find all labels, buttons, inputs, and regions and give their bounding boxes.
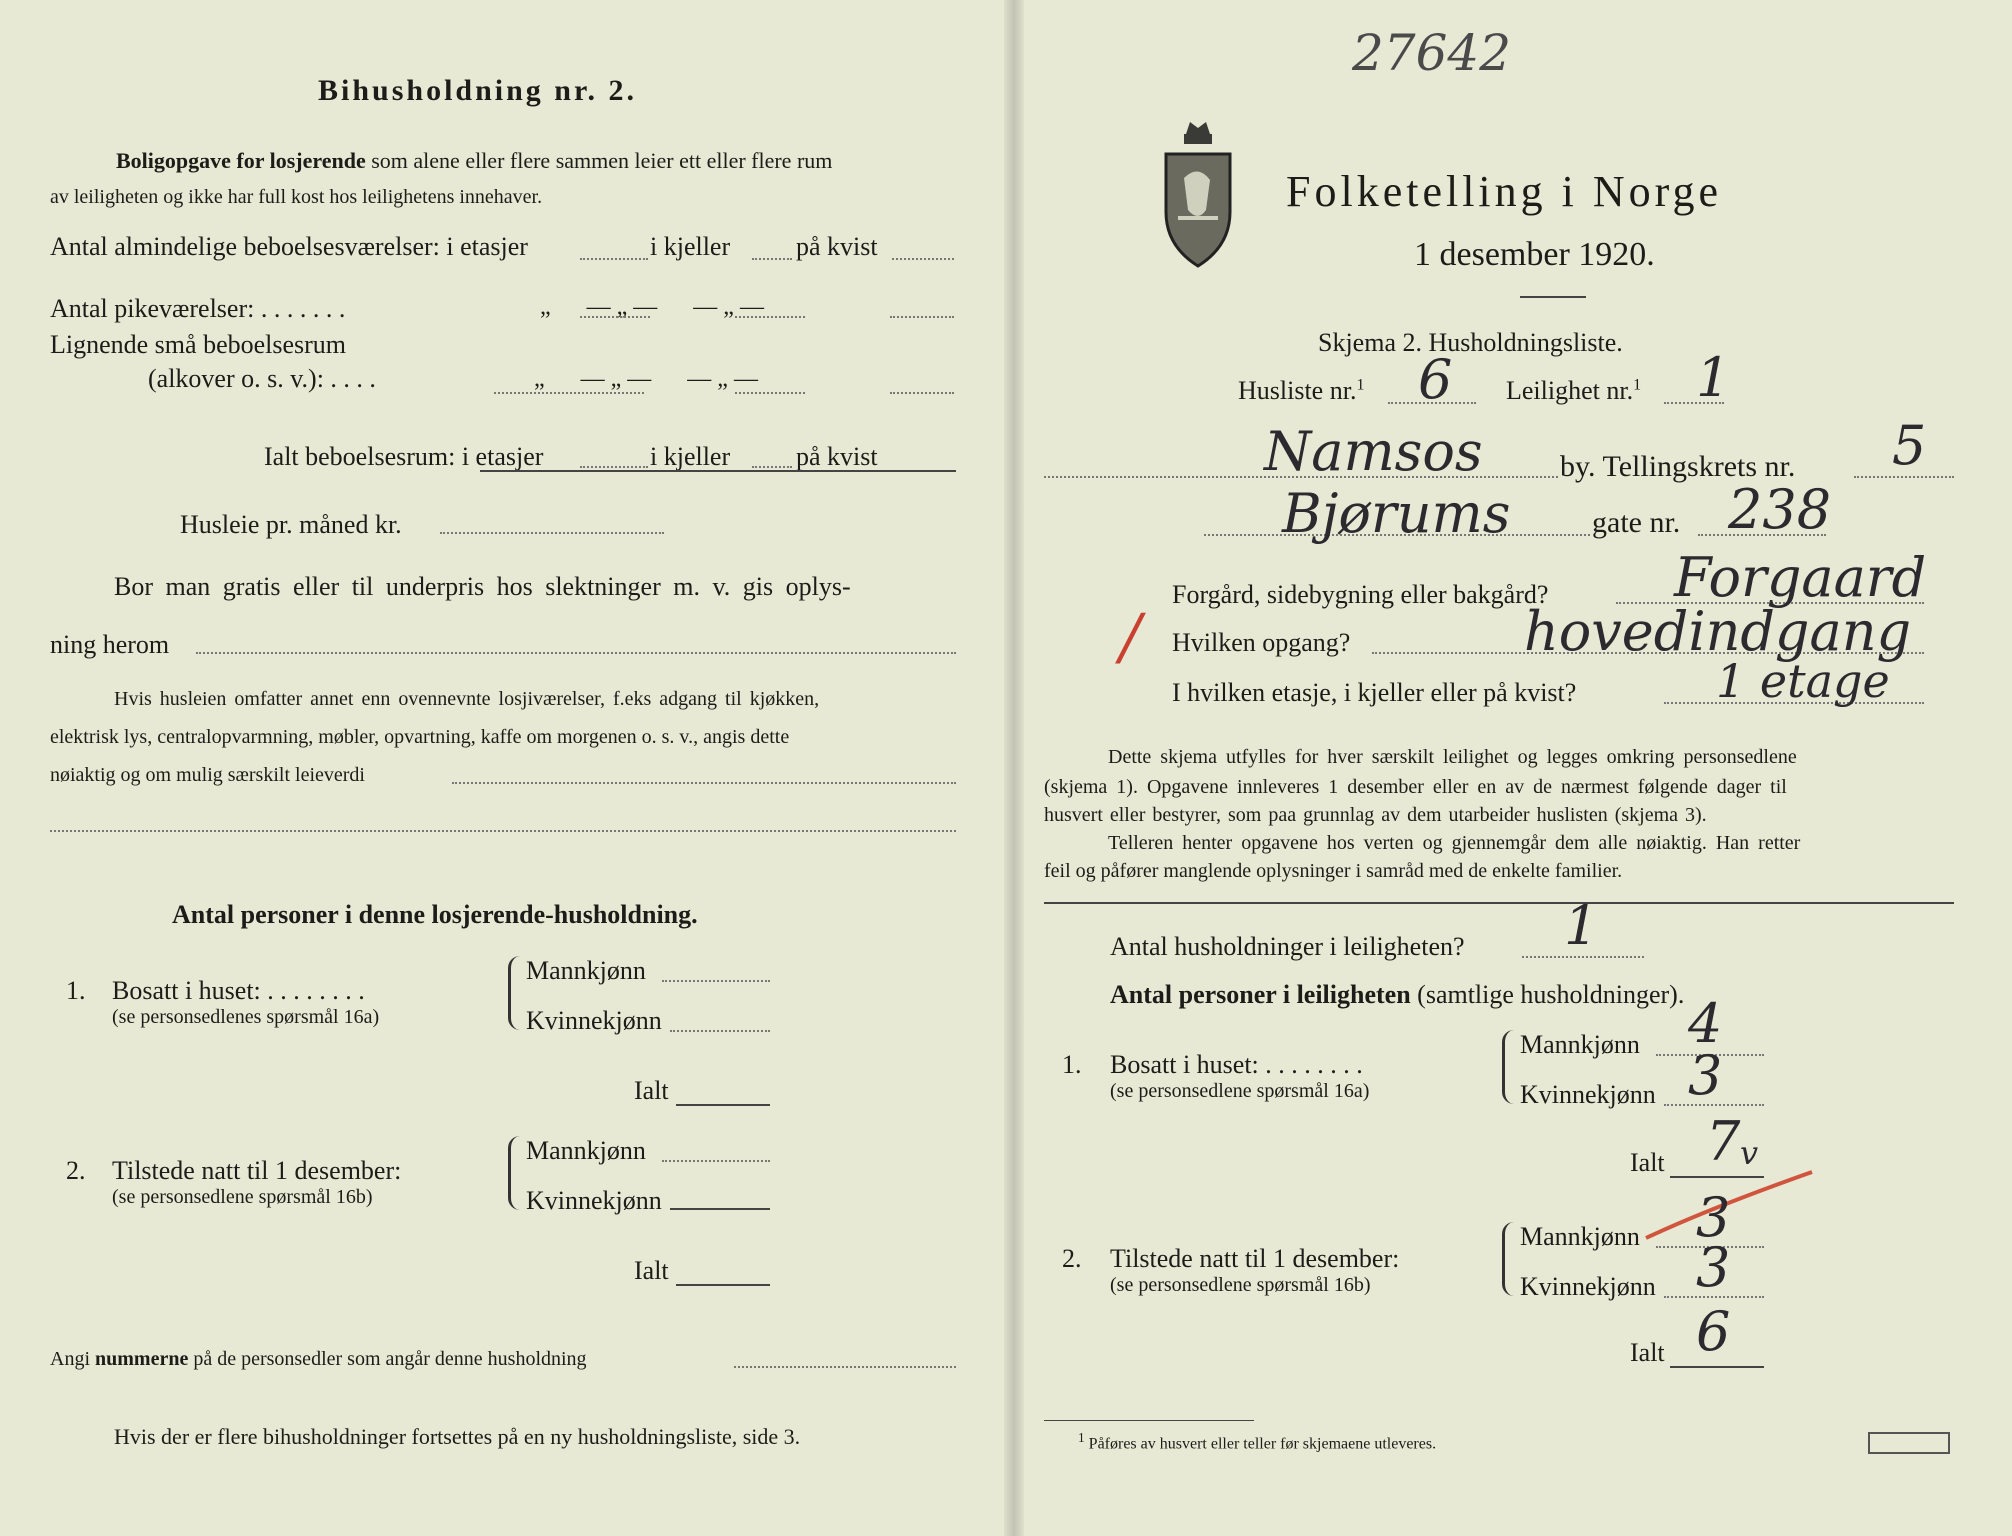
right-q2-ialt-field[interactable] [1670,1366,1764,1368]
right-q1-kvinne-value: 3 [1688,1044,1723,1107]
husliste-text: Husliste nr. [1238,376,1357,405]
lignende-label-2: (alkover o. s. v.): . . . . [148,364,376,393]
angi-bold: nummerne [95,1348,189,1370]
ialt-kjeller-field[interactable] [752,466,792,468]
lignende-label-1: Lignende små beboelsesrum [50,330,347,359]
left-q1-ialt-label: Ialt [634,1076,669,1105]
hvis-line-1: Hvis husleien omfatter annet enn ovennevnte losjiværelser, f.eks adgang til kjøkken, [114,688,820,710]
right-q2-kvinne-value: 3 [1696,1236,1731,1299]
left-q2-ialt-field[interactable] [676,1284,770,1286]
left-q2-kvinne-field[interactable] [670,1208,770,1210]
husleie-label: Husleie pr. måned kr. [180,510,402,539]
ialt-etasjer-field[interactable] [580,466,648,468]
right-q1-ialt-tick: v [1740,1134,1759,1172]
left-q1-mann-label: Mannkjønn [526,956,646,985]
alkove-kjeller-field[interactable] [735,392,805,394]
footnote-rule [1044,1420,1254,1421]
gate-value: Bjørums [1282,482,1511,545]
archive-number: 27642 [1352,24,1512,82]
gratis-field[interactable] [196,652,956,654]
printer-stamp [1868,1432,1950,1454]
ialt-beb-label: Ialt beboelsesrum: i etasjer [264,442,544,471]
intro-line-1 [116,148,832,174]
right-q1-mann-value: 4 [1688,992,1723,1055]
leilighet-sup: 1 [1633,376,1642,394]
intro-bold: Boligopgave for losjerende [116,148,366,173]
instruction-4: Telleren henter opgavene hos verten og gjennemgår dem alle nøiaktig. Han retter [1108,832,1801,854]
right-title: Folketelling i Norge [1286,167,1723,216]
angi-pre: Angi [50,1348,90,1370]
hvis-line-3: nøiaktig og om mulig særskilt leieverdi [50,764,365,786]
angi-field[interactable] [734,1366,956,1368]
opgang-value: hovedindgang [1524,600,1912,663]
footnote-num: 1 [1078,1430,1085,1445]
alkove-kvist-field[interactable] [890,392,954,394]
forgard-value: Forgaard [1674,546,1927,609]
skjema-label: Skjema 2. Husholdningsliste. [1318,328,1623,357]
right-q1-ialt-label: Ialt [1630,1148,1665,1177]
by-label: by. Tellingskrets nr. [1560,450,1796,483]
paa-kvist-label: på kvist [796,232,878,261]
pike-etasjer-field[interactable] [580,316,650,318]
left-antal-heading: Antal personer i denne losjerende-husholdning. [172,900,698,929]
intro-line-2: av leiligheten og ikke har full kost hos leilighetens innehaver. [50,186,543,208]
right-q2-ialt-value: 6 [1696,1300,1731,1363]
alkove-etasjer-field[interactable] [494,392,644,394]
kjeller-field[interactable] [752,258,792,260]
census-date: 1 desember 1920. [1414,236,1655,273]
hvis-line-2: elektrisk lys, centralopvarmning, møbler, opvartning, kaffe om morgenen o. s. v., angis dette [50,726,790,748]
pike-kjeller-field[interactable] [735,316,805,318]
instruction-5: feil og påfører manglende oplysninger i samråd med de enkelte familier. [1044,860,1623,882]
left-q2-mann-field[interactable] [662,1160,770,1162]
etasje-value: 1 etage [1716,654,1890,708]
leilighet-text: Leilighet nr. [1506,376,1634,405]
right-q1-mann-label: Mannkjønn [1520,1030,1640,1059]
etasje-label: I hvilken etasje, i kjeller eller på kvist? [1172,678,1577,707]
i-kjeller-label: i kjeller [650,232,731,261]
husliste-value: 6 [1418,348,1453,411]
krets-value: 5 [1892,414,1927,477]
right-q1-sub: (se personsedlene spørsmål 16a) [1110,1080,1370,1102]
left-q2-mann-label: Mannkjønn [526,1136,646,1165]
pike-ditto-marks: „ — „ — — „ — [540,294,764,320]
left-q1-kvinne-field[interactable] [670,1030,770,1032]
antal-hush-value: 1 [1564,894,1599,957]
gate-label: gate nr. [1592,506,1681,539]
right-q2-brace [1502,1222,1515,1296]
pike-kvist-field[interactable] [890,316,954,318]
husliste-sup: 1 [1356,376,1365,394]
hvis-flere-text: Hvis der er flere bihusholdninger fortsettes på en ny husholdningsliste, side 3. [114,1424,801,1449]
etasjer-field[interactable] [580,258,648,260]
right-q1-num: 1. [1062,1050,1082,1079]
kvist-field[interactable] [892,258,954,260]
ialt-underline [480,470,956,472]
right-q2-num: 2. [1062,1244,1082,1273]
section-rule [1044,902,1954,904]
left-q1-label: Bosatt i huset: . . . . . . . . [112,976,365,1005]
left-title: Bihusholdning nr. 2. [318,74,638,107]
left-q1-sub: (se personsedlenes spørsmål 16a) [112,1006,380,1028]
right-q2-mann-label: Mannkjønn [1520,1222,1640,1251]
antal-pike-label: Antal pikeværelser: . . . . . . . [50,294,346,323]
forgard-label: Forgård, sidebygning eller bakgård? [1172,580,1549,609]
antal-hush-label: Antal husholdninger i leiligheten? [1110,932,1465,961]
red-check-mark: / [1120,600,1141,673]
leilighet-value: 1 [1696,346,1731,409]
bor-gratis-text: Bor man gratis eller til underpris hos slektninger m. v. gis oplys- [114,572,851,601]
right-q1-ialt-value: 7 [1706,1110,1741,1173]
right-q2-ialt-label: Ialt [1630,1338,1665,1367]
left-q1-brace [508,956,521,1030]
intro-rest: som alene eller flere sammen leier ett eller flere rum [371,148,833,173]
instruction-1: Dette skjema utfylles for hver særskilt leilighet og legges omkring personsedlene [1108,746,1797,768]
left-q2-label: Tilstede natt til 1 desember: [112,1156,402,1185]
right-q2-sub: (se personsedlene spørsmål 16b) [1110,1274,1371,1296]
antal-pers-bold: Antal personer i leiligheten [1110,980,1411,1009]
angi-line [50,1348,587,1371]
right-q2-kvinne-label: Kvinnekjønn [1520,1272,1656,1301]
left-q2-num: 2. [66,1156,86,1185]
left-q2-sub: (se personsedlene spørsmål 16b) [112,1186,373,1208]
right-q2-mann-value: 3 [1696,1186,1731,1249]
ialt-kvist-label: på kvist [796,442,878,471]
husliste-label [1238,376,1364,406]
ning-herom-label: ning herom [50,630,170,659]
right-q1-kvinne-label: Kvinnekjønn [1520,1080,1656,1109]
footnote-text: Påføres av husvert eller teller før skjemaene utleveres. [1088,1435,1437,1453]
ialt-kjeller-label: i kjeller [650,442,731,471]
left-q2-brace [508,1136,521,1210]
antal-pers-rest: (samtlige husholdninger). [1417,980,1685,1009]
left-q1-ialt-field[interactable] [676,1104,770,1106]
gate-nr-value: 238 [1728,478,1832,541]
instruction-3: husvert eller bestyrer, som paa grunnlag av dem utarbeider huslisten (skjema 3). [1044,804,1707,826]
page-fold [1004,0,1024,1536]
right-q2-label: Tilstede natt til 1 desember: [1110,1244,1400,1273]
left-q1-kvinne-label: Kvinnekjønn [526,1006,662,1035]
antal-pers-line [1110,980,1684,1010]
left-q1-num: 1. [66,976,86,1005]
right-q1-brace [1502,1030,1515,1104]
left-q2-kvinne-label: Kvinnekjønn [526,1186,662,1215]
left-q1-mann-field[interactable] [662,980,770,982]
antal-alm-label: Antal almindelige beboelsesværelser: i etasjer [50,232,528,261]
leilighet-label [1506,376,1641,406]
opgang-label: Hvilken opgang? [1172,628,1351,657]
coat-of-arms-icon [1158,118,1238,270]
left-q2-ialt-label: Ialt [634,1256,669,1285]
right-q1-label: Bosatt i huset: . . . . . . . . [1110,1050,1363,1079]
instruction-2: (skjema 1). Opgavene innleveres 1 desember eller en av de nærmest følgende dager til [1044,776,1787,798]
title-rule [1520,296,1586,298]
by-value: Namsos [1264,420,1483,483]
leieverdi-field-2[interactable] [50,830,956,832]
footnote-line [1078,1430,1436,1453]
husleie-field[interactable] [440,532,664,534]
lignende-ditto-marks: „ — „ — — „ — [534,366,758,392]
leieverdi-field[interactable] [452,782,956,784]
angi-rest: på de personsedler som angår denne husholdning [193,1348,587,1370]
